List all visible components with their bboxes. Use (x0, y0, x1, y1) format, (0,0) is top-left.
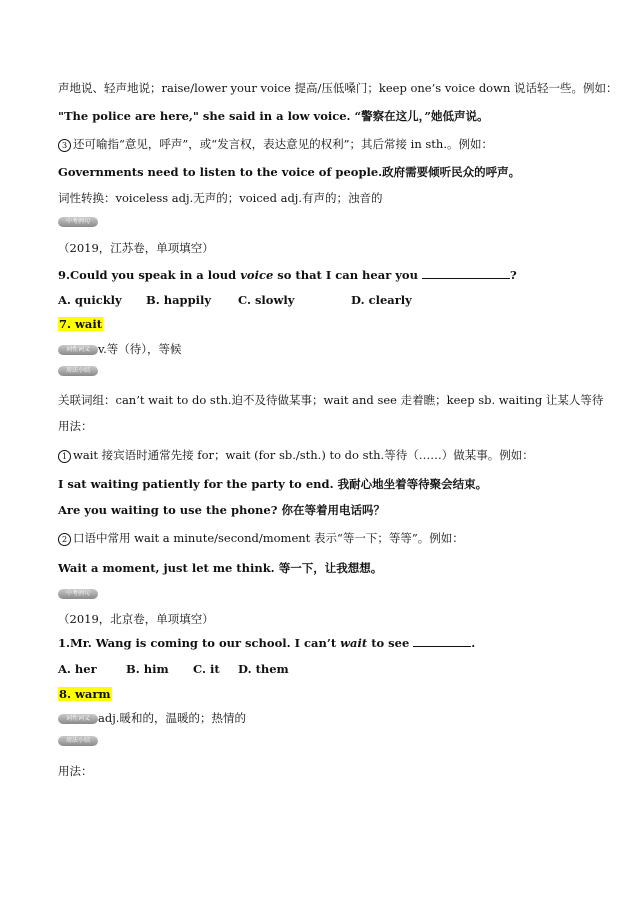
question-source: （2019，北京卷，单项填空） (58, 612, 214, 626)
word-definition: 词性词义 adj.暖和的，温暖的；热情的 (58, 710, 246, 726)
exam-badge (58, 213, 98, 229)
circled-number: 1 (58, 450, 71, 463)
usage-point-3: 3 还可喻指“意见，呼声”，或“发言权，表达意见的权利”；其后常接 in sth.。例如： (58, 136, 493, 152)
question-source: （2019，江苏卷，单项填空） (58, 241, 214, 255)
option: C. it (193, 662, 220, 676)
related-phrases: 关联词组：can’t wait to do sth.迫不及待做某事；wait and see 走着瞧；keep sb. waiting 让某人等待 (58, 393, 604, 407)
circled-number: 2 (58, 533, 71, 546)
example-sentence: Are you waiting to use the phone? 你在等着用电话吗？ (58, 503, 385, 517)
option: D. clearly (351, 293, 412, 307)
usage-badge (58, 362, 98, 378)
exam-badge-icon: 中考例句 (58, 589, 98, 599)
option: B. him (126, 662, 169, 676)
exam-badge (58, 585, 98, 601)
option: A. her (58, 662, 97, 676)
pos-badge-icon: 词性词义 (58, 345, 98, 355)
option: D. them (238, 662, 289, 676)
pos-badge-icon: 词性词义 (58, 714, 98, 724)
example-sentence: I sat waiting patiently for the party to end. 我耐心地坐着等待聚会结束。 (58, 477, 488, 491)
option: B. happily (146, 293, 212, 307)
question-9: 9.Could you speak in a loud voice so that I can hear you ? (58, 268, 517, 282)
usage-badge-icon: 用法小结 (58, 366, 98, 376)
usage-badge (58, 732, 98, 748)
usage-badge-icon: 用法小结 (58, 736, 98, 746)
word-conversion: 词性转换：voiceless adj.无声的；voiced adj.有声的；浊音的 (58, 191, 383, 205)
option: A. quickly (58, 293, 122, 307)
word-heading-7: 7. wait (59, 317, 103, 331)
usage-label: 用法： (58, 764, 93, 778)
text-line: 声地说、轻声地说；raise/lower your voice 提高/压低嗓门；keep one’s voice down 说话轻一些。例如： (58, 81, 618, 95)
usage-label: 用法： (58, 419, 93, 433)
answer-blank (413, 635, 471, 647)
usage-point-1: 1 wait 接宾语时通常先接 for；wait (for sb./sth.) to do sth.等待（……）做某事。例如： (58, 447, 534, 463)
example-sentence: Governments need to listen to the voice of people.政府需要倾听民众的呼声。 (58, 165, 521, 179)
word-heading-8: 8. warm (59, 687, 111, 701)
word-definition: 词性词义 v.等（待），等候 (58, 341, 182, 357)
circled-number: 3 (58, 139, 71, 152)
exam-badge-icon: 中考例句 (58, 217, 98, 227)
option: C. slowly (238, 293, 295, 307)
example-sentence: Wait a moment, just let me think. 等一下，让我想想。 (58, 561, 383, 575)
example-sentence: "The police are here," she said in a low voice. “警察在这儿，”她低声说。 (58, 109, 489, 123)
usage-point-2: 2 口语中常用 wait a minute/second/moment 表示“等一下；等等”。例如： (58, 530, 464, 546)
answer-blank (422, 267, 510, 279)
question-1: 1.Mr. Wang is coming to our school. I can’t wait to see . (58, 636, 476, 650)
